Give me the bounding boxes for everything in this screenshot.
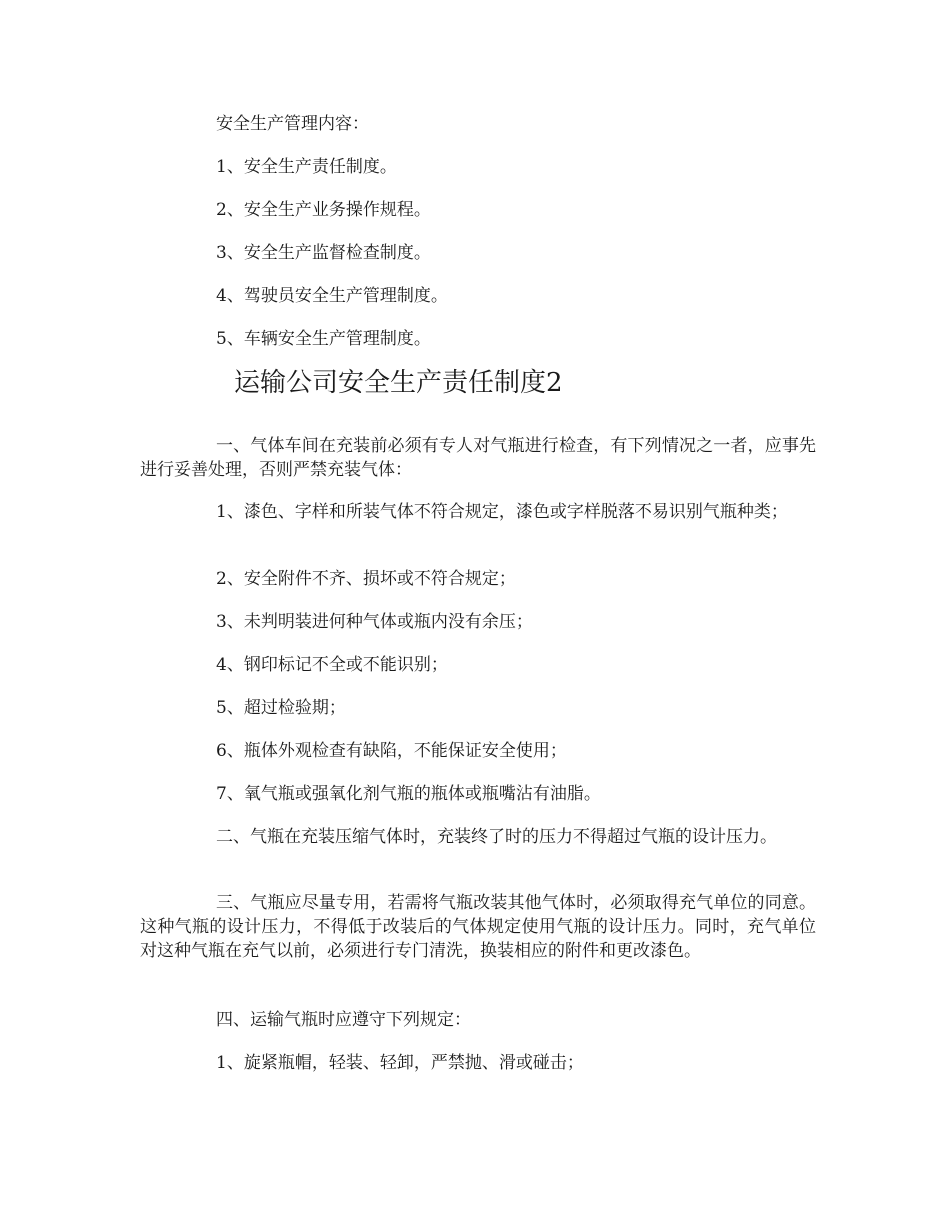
paragraph-1-item-7: 7、氧气瓶或强氧化剂气瓶的瓶体或瓶嘴沾有油脂。: [216, 784, 601, 804]
intro-item-2: 2、安全生产业务操作规程。: [216, 200, 431, 220]
paragraph-4: 四、运输气瓶时应遵守下列规定：: [216, 1010, 471, 1030]
paragraph-3: 三、气瓶应尽量专用，若需将气瓶改装其他气体时，必须取得充气单位的同意。这种气瓶的设计压力，不得低于改装后的气体规定使用气瓶的设计压力。同时，充气单位对这种气瓶在充气以前，必须进行专门清洗，换装相应的附件和更改漆色。: [140, 893, 816, 961]
paragraph-1-item-4: 4、钢印标记不全或不能识别；: [216, 655, 448, 675]
paragraph-1: 一、气体车间在充装前必须有专人对气瓶进行检查，有下列情况之一者，应事先进行妥善处理，否则严禁充装气体：: [140, 436, 816, 480]
intro-item-3: 3、安全生产监督检查制度。: [216, 243, 431, 263]
intro-item-4: 4、驾驶员安全生产管理制度。: [216, 286, 448, 306]
paragraph-2: 二、气瓶在充装压缩气体时，充装终了时的压力不得超过气瓶的设计压力。: [216, 827, 777, 847]
intro-heading: 安全生产管理内容：: [216, 114, 369, 134]
paragraph-1-item-5: 5、超过检验期；: [216, 698, 346, 718]
intro-item-1: 1、安全生产责任制度。: [216, 157, 397, 177]
intro-item-5: 5、车辆安全生产管理制度。: [216, 329, 431, 349]
section-title: 运输公司安全生产责任制度2: [234, 368, 563, 398]
paragraph-4-item-1: 1、旋紧瓶帽，轻装、轻卸，严禁抛、滑或碰击；: [216, 1053, 584, 1073]
paragraph-1-item-1: 1、漆色、字样和所装气体不符合规定，漆色或字样脱落不易识别气瓶种类；: [216, 502, 788, 522]
paragraph-1-item-6: 6、瓶体外观检查有缺陷，不能保证安全使用；: [216, 741, 567, 761]
paragraph-1-item-2: 2、安全附件不齐、损坏或不符合规定；: [216, 569, 516, 589]
paragraph-1-item-3: 3、未判明装进何种气体或瓶内没有余压；: [216, 612, 533, 632]
